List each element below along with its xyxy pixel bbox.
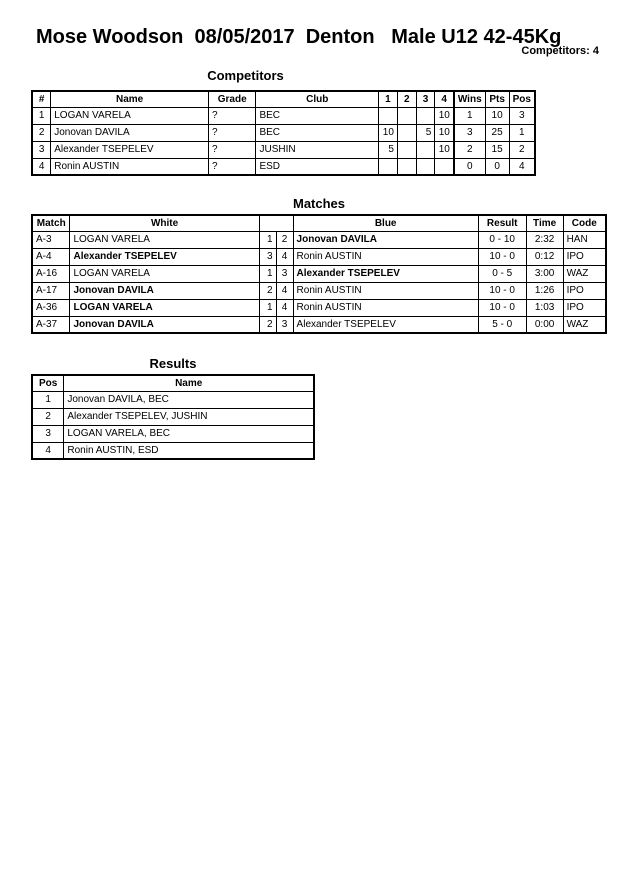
competitors-count: Competitors: 4	[521, 45, 599, 57]
match-id: A-3	[32, 231, 70, 248]
match-result: 0 - 10	[478, 231, 526, 248]
blue-number: 2	[276, 231, 293, 248]
result-row	[32, 408, 314, 425]
column-header: Wins	[454, 91, 485, 107]
competitor-row	[32, 158, 535, 175]
match-code: HAN	[563, 231, 606, 248]
white-number: 2	[259, 282, 276, 299]
match-id: A-4	[32, 248, 70, 265]
score-cell	[435, 158, 454, 175]
competitors-section-title: Competitors	[207, 68, 284, 83]
column-header: 3	[416, 91, 435, 107]
column-header: 2	[397, 91, 416, 107]
column-header: Name	[51, 91, 209, 107]
competitor-position: 3	[509, 107, 535, 124]
competitor-points: 15	[485, 141, 509, 158]
blue-player: Jonovan DAVILA	[293, 231, 478, 248]
column-header	[259, 215, 293, 231]
competitor-name: Alexander TSEPELEV	[51, 141, 209, 158]
match-row	[32, 265, 606, 282]
column-header: Club	[256, 91, 379, 107]
matches-table	[31, 214, 607, 334]
white-player: Alexander TSEPELEV	[70, 248, 259, 265]
competitor-grade: ?	[208, 107, 255, 124]
column-header: Pos	[509, 91, 535, 107]
column-header: Blue	[293, 215, 478, 231]
match-time: 0:12	[526, 248, 563, 265]
competitor-position: 1	[509, 124, 535, 141]
match-row	[32, 282, 606, 299]
competitors-table	[31, 90, 536, 176]
column-header: Result	[478, 215, 526, 231]
match-code: IPO	[563, 299, 606, 316]
white-number: 2	[259, 316, 276, 333]
column-header: Name	[64, 375, 314, 391]
result-name: LOGAN VARELA, BEC	[64, 425, 314, 442]
match-row	[32, 231, 606, 248]
match-code: IPO	[563, 282, 606, 299]
column-header: 1	[378, 91, 397, 107]
column-header: Code	[563, 215, 606, 231]
result-row	[32, 391, 314, 408]
blue-player: Ronin AUSTIN	[293, 282, 478, 299]
match-row	[32, 248, 606, 265]
match-code: IPO	[563, 248, 606, 265]
competitor-wins: 3	[454, 124, 485, 141]
competitor-name: Jonovan DAVILA	[51, 124, 209, 141]
competitor-number: 1	[32, 107, 51, 124]
white-number: 1	[259, 231, 276, 248]
column-header: Pts	[485, 91, 509, 107]
competitor-wins: 2	[454, 141, 485, 158]
white-player: LOGAN VARELA	[70, 299, 259, 316]
white-player: LOGAN VARELA	[70, 265, 259, 282]
blue-number: 4	[276, 299, 293, 316]
blue-player: Alexander TSEPELEV	[293, 265, 478, 282]
blue-number: 4	[276, 282, 293, 299]
blue-number: 3	[276, 316, 293, 333]
score-cell: 10	[378, 124, 397, 141]
result-name: Ronin AUSTIN, ESD	[64, 442, 314, 459]
blue-player: Ronin AUSTIN	[293, 248, 478, 265]
competitor-wins: 1	[454, 107, 485, 124]
match-time: 1:26	[526, 282, 563, 299]
competitor-grade: ?	[208, 124, 255, 141]
match-row	[32, 316, 606, 333]
result-name: Jonovan DAVILA, BEC	[64, 391, 314, 408]
match-time: 2:32	[526, 231, 563, 248]
match-code: WAZ	[563, 316, 606, 333]
result-position: 2	[32, 408, 64, 425]
result-position: 3	[32, 425, 64, 442]
blue-number: 3	[276, 265, 293, 282]
competitor-number: 2	[32, 124, 51, 141]
competitor-position: 2	[509, 141, 535, 158]
results-header-row	[32, 375, 314, 391]
competitor-points: 25	[485, 124, 509, 141]
match-result: 0 - 5	[478, 265, 526, 282]
white-player: Jonovan DAVILA	[70, 316, 259, 333]
white-number: 1	[259, 265, 276, 282]
match-id: A-37	[32, 316, 70, 333]
column-header: Grade	[208, 91, 255, 107]
match-time: 0:00	[526, 316, 563, 333]
score-cell	[378, 107, 397, 124]
match-id: A-17	[32, 282, 70, 299]
result-name: Alexander TSEPELEV, JUSHIN	[64, 408, 314, 425]
competitor-row	[32, 107, 535, 124]
match-time: 3:00	[526, 265, 563, 282]
score-cell	[397, 124, 416, 141]
result-row	[32, 425, 314, 442]
competitor-points: 0	[485, 158, 509, 175]
score-cell: 10	[435, 124, 454, 141]
match-result: 10 - 0	[478, 282, 526, 299]
match-id: A-36	[32, 299, 70, 316]
column-header: Pos	[32, 375, 64, 391]
competitor-wins: 0	[454, 158, 485, 175]
column-header: White	[70, 215, 259, 231]
score-cell	[378, 158, 397, 175]
competitors-header-row	[32, 91, 535, 107]
page-title: Mose Woodson 08/05/2017 Denton Male U12 42-45Kg	[36, 26, 562, 48]
match-result: 5 - 0	[478, 316, 526, 333]
competitor-name: LOGAN VARELA	[51, 107, 209, 124]
competitor-row	[32, 124, 535, 141]
competitor-row	[32, 141, 535, 158]
score-cell	[397, 158, 416, 175]
blue-player: Ronin AUSTIN	[293, 299, 478, 316]
score-cell	[416, 141, 435, 158]
match-row	[32, 299, 606, 316]
column-header: Match	[32, 215, 70, 231]
match-id: A-16	[32, 265, 70, 282]
match-code: WAZ	[563, 265, 606, 282]
score-cell	[397, 141, 416, 158]
column-header: Time	[526, 215, 563, 231]
score-cell	[397, 107, 416, 124]
column-header: 4	[435, 91, 454, 107]
competitor-grade: ?	[208, 141, 255, 158]
result-row	[32, 442, 314, 459]
score-cell	[416, 107, 435, 124]
results-section-title: Results	[149, 356, 197, 371]
match-result: 10 - 0	[478, 248, 526, 265]
result-position: 1	[32, 391, 64, 408]
white-number: 1	[259, 299, 276, 316]
matches-header-row	[32, 215, 606, 231]
match-time: 1:03	[526, 299, 563, 316]
competitor-number: 3	[32, 141, 51, 158]
competitor-club: BEC	[256, 124, 379, 141]
score-cell: 5	[378, 141, 397, 158]
competitor-position: 4	[509, 158, 535, 175]
column-header: #	[32, 91, 51, 107]
score-cell: 10	[435, 141, 454, 158]
competitor-points: 10	[485, 107, 509, 124]
blue-number: 4	[276, 248, 293, 265]
matches-section-title: Matches	[292, 196, 346, 211]
score-cell	[416, 158, 435, 175]
score-cell: 10	[435, 107, 454, 124]
match-result: 10 - 0	[478, 299, 526, 316]
competitor-number: 4	[32, 158, 51, 175]
competitor-grade: ?	[208, 158, 255, 175]
competitor-club: BEC	[256, 107, 379, 124]
result-position: 4	[32, 442, 64, 459]
score-cell: 5	[416, 124, 435, 141]
competitor-club: ESD	[256, 158, 379, 175]
results-table	[31, 374, 315, 460]
white-number: 3	[259, 248, 276, 265]
white-player: LOGAN VARELA	[70, 231, 259, 248]
blue-player: Alexander TSEPELEV	[293, 316, 478, 333]
white-player: Jonovan DAVILA	[70, 282, 259, 299]
competitor-name: Ronin AUSTIN	[51, 158, 209, 175]
competitor-club: JUSHIN	[256, 141, 379, 158]
